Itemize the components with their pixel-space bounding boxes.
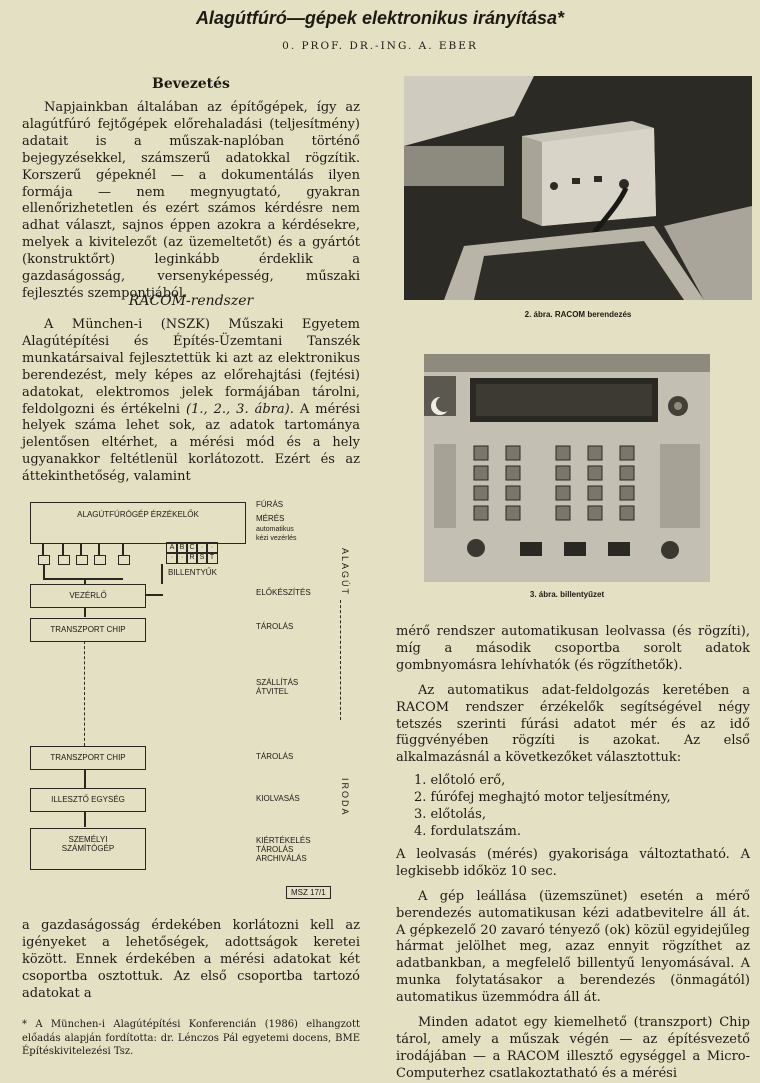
label-tunnel: ALAGÚT [340,548,350,597]
right-column [396,624,750,1083]
figure-3-photo [424,354,710,582]
diagram-box-controller: VEZÉRLŐ [30,584,146,608]
label-storage-1: TÁROLÁS [256,622,294,631]
figure-reference: (1., 2., 3. ábra). [186,401,294,417]
article-author: 0. PROF. DR.-ING. A. EBER [282,40,478,52]
label-office: IRODA [340,778,350,817]
list-item: 4. fordulatszám. [414,823,521,839]
keyboard-image [424,354,710,582]
footnote: * A München-i Alagútépítési Konferencián (1986) elhangzott előadás alapján fordította: dr. Lénczos Pál egyetemi docens, BME Építéskivitelezési Tsz. [22,1019,360,1057]
right-paragraph-2: Az automatikus adat-feldolgozás keretében a RACOM rendszer érzékelők segítségével négy tetszés szerinti fúrási adatot mér és az idő függvényében rögzíti is azokat. Az első alkalmazásnál a következőket választottuk: [396,682,750,766]
label-automatic: automatikus [256,526,294,533]
system-block-diagram: ALAGÚTFÚRÓGÉP ÉRZÉKELŐK A B C · · · · R S T BILLENTYŰK VEZÉRLŐ TRANSZPORT CHIP TRANSZPORT CHIP ILLESZTŐ EGYSÉG SZEMÉLYI SZÁMÍTÓGÉP FÚRÁS MÉRÉS automatikus kézi vezérlés ELŐKÉSZÍTÉS TÁROLÁS SZÁLLÍTÁS ÁTVITEL TÁROLÁS KIOLVASÁS KIÉRTÉKELÉS TÁROLÁS ARCHIVÁLÁS ALAGÚT IRODA MSZ 17/1 [18,490,368,902]
label-keyboard: BILLENTYŰK [168,568,217,577]
label-measuring: MÉRÉS [256,514,285,523]
right-paragraph-3: A leolvasás (mérés) gyakorisága változtatható. A legkisebb időköz 10 sec. [396,846,750,879]
heading-racom: RACOM-rendszer [128,293,254,309]
diagram-box-adapter: ILLESZTŐ EGYSÉG [30,788,146,812]
standard-label: MSZ 17/1 [286,886,331,899]
measured-values-list [414,773,750,841]
figure-2-photo [404,76,752,300]
label-manual-control: kézi vezérlés [256,535,297,542]
label-evaluation: KIÉRTÉKELÉS TÁROLÁS ARCHIVÁLÁS [256,836,311,863]
label-drilling: FÚRÁS [256,500,284,509]
label-readout: KIOLVASÁS [256,794,300,803]
intro-paragraph: Napjainkban általában az építőgépek, így az alagútfúró fejtőgépek előrehaladási (teljesítmény) adatait is a műszak-naplóban történő bejegyzésekkel, számszerű adatokkal rögzítik. Korszerű gépeknél — a dokumentálás ilyen formája — nem megnyugtató, gyakran ellenőrizhetetlen és ezért számos kérdésre nem adhat választ, sajnos éppen azokra a kérdésekre, melyek a kivitelezőt (az üzemeltetőt) és a gyártót (konstruktőrt) leginkább érdeklik a gazdaságosság, versenyképesség, műszaki fejlesztés szempontjából. [22,100,360,301]
right-paragraph-1: mérő rendszer automatikusan leolvassa (és rögzíti), míg a második csoportba sorolt adatok gombnyomásra lehívhatók (és rögzíthetők). [396,624,750,673]
diagram-box-personal-computer: SZEMÉLYI SZÁMÍTÓGÉP [30,828,146,870]
right-paragraph-5: Minden adatot egy kiemelhető (transzport) Chip tárol, amely a műszak végén — az építésvezető irodájában — a RACOM illesztő egységgel a Micro-Computerhez csatlakoztatható és a mérési [396,1015,750,1081]
label-storage-2: TÁROLÁS [256,752,294,761]
diagram-box-chip-2: TRANSZPORT CHIP [30,746,146,770]
racom-paragraph: A München-i (NSZK) Műszaki Egyetem Alagútépítési és Építés-Üzemtani Tanszék munkatársaival fejlesztettük ki azt az elektronikus berendezést, mely képes az előrehajtási (fejtési) adatokat, elektromos jelek formájában tárolni, feldolgozni és értékelni (1., 2., 3. ábra). A mérési helyek száma lehet sok, az adatok tartománya jelentősen eltérhet, a mérési mód és a hely ugyanakkor feltétlenül korlátozott. Ezért és az áttekinthetőség, valamint [22,317,360,485]
list-item: 3. előtolás, [414,807,486,823]
right-paragraph-4: A gép leállása (üzemszünet) esetén a mérő berendezés automatikusan kézi adatbevitelre áll át. A gépkezelő 20 zavaró tényező (ok) közül egyidejűleg hármat jelölhet meg, azaz ennyit rögzíthet az adatbankban, a megfelelő billentyű lenyomásával. A munka folytatásakor a berendezés (önmagától) automatikus üzemmódra áll át. [396,888,750,1006]
diagram-box-chip-1: TRANSZPORT CHIP [30,618,146,642]
figure-3-caption: 3. ábra. billentyűzet [529,590,605,599]
label-transport: SZÁLLÍTÁS ÁTVITEL [256,678,299,696]
list-item: 2. fúrófej meghajtó motor teljesítmény, [414,790,671,806]
figure-2-caption: 2. ábra. RACOM berendezés [524,310,632,319]
article-title: Alagútfúró—gépek elektronikus irányítása* [195,8,565,28]
list-item: 1. előtoló erő, [414,773,506,789]
racom-device-image [404,76,752,300]
heading-introduction: Bevezetés [152,76,230,92]
diagram-box-sensors: ALAGÚTFÚRÓGÉP ÉRZÉKELŐK [30,502,246,544]
label-preparation: ELŐKÉSZÍTÉS [256,588,311,597]
racom-paragraph-continued: a gazdaságosság érdekében korlátozni kell az igényeket a lehetőségek, adottságok keretei között. Ennek érdekében a mérési adatokat két csoportba osztottuk. Az első csoportba tartozó adatokat a [22,918,360,1001]
